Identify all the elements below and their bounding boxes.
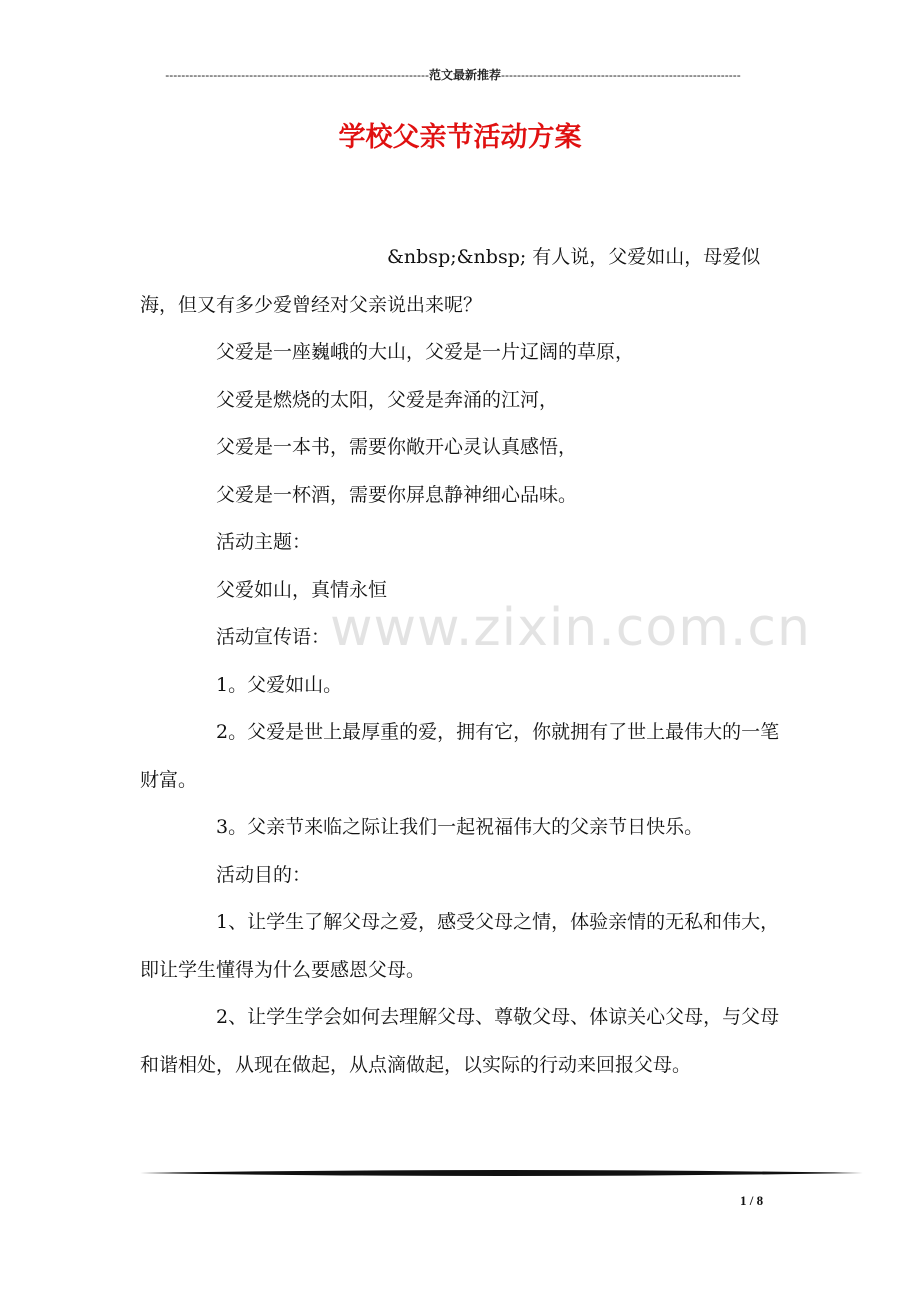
page-number: 1 / 8 <box>740 1193 764 1208</box>
section-heading: 活动宣传语： <box>216 626 331 648</box>
list-item: 2。父爱是世上最厚重的爱，拥有它，你就拥有了世上最伟大的一笔财富。 <box>140 721 780 791</box>
list-item: 1、让学生了解父母之爱，感受父母之情，体验亲情的无私和伟大，即让学生懂得为什么要感恩父母。 <box>140 911 780 981</box>
document-body <box>140 234 811 1089</box>
paragraph: &nbsp;&nbsp; 有人说，父爱如山，母爱似海，但又有多少爱曾经对父亲说出来呢？ <box>140 246 761 316</box>
document-title: 学校父亲节活动方案 <box>338 122 582 153</box>
footer-divider <box>140 1168 863 1178</box>
paragraph: 父爱是一座巍峨的大山，父爱是一片辽阔的草原， <box>216 341 635 363</box>
paragraph: 父爱如山，真情永恒 <box>216 578 388 601</box>
paragraph: 父爱是一杯酒，需要你屏息静神细心品味。 <box>216 483 578 506</box>
paragraph: 父爱是燃烧的太阳，父爱是奔涌的江河， <box>216 388 559 411</box>
section-heading: 活动目的： <box>216 863 312 886</box>
header-dashes-left: ------------------------------------------------------------------ <box>165 68 429 82</box>
header-dashes-right: ------------------------------------------------------------ <box>501 68 741 82</box>
list-item: 3。父亲节来临之际让我们一起祝福伟大的父亲节日快乐。 <box>216 816 704 838</box>
list-item: 2、让学生学会如何去理解父母、尊敬父母、体谅关心父母，与父母和谐相处，从现在做起，从点滴做起，以实际的行动来回报父母。 <box>140 1006 780 1076</box>
paragraph: 父爱是一本书，需要你敞开心灵认真感悟， <box>216 436 578 458</box>
page-header <box>140 68 766 82</box>
watermark: www.zixin.com.cn <box>330 598 811 658</box>
list-item: 1。父爱如山。 <box>216 673 343 696</box>
section-heading: 活动主题： <box>216 531 312 553</box>
header-label: 范文最新推荐 <box>428 68 501 82</box>
